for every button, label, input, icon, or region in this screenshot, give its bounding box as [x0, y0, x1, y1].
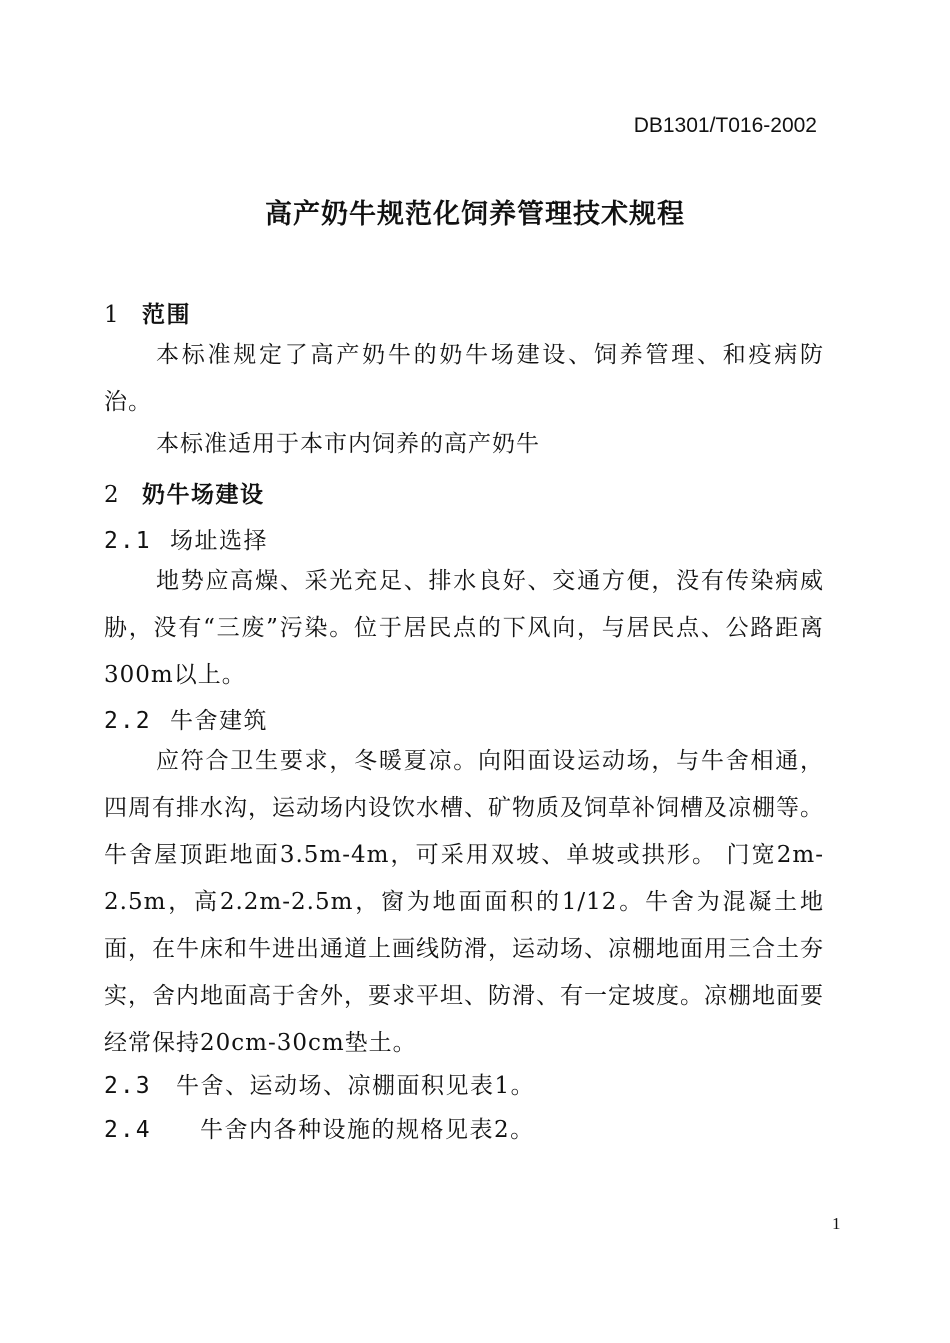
section-2-heading	[104, 476, 265, 509]
section-number: 1	[104, 302, 121, 328]
paragraph: 地势应高燥、采光充足、排水良好、交通方便，没有传染病威胁，没有“三废”污染。位于居民点的下风向，与居民点、公路距离300m以上。	[104, 568, 824, 688]
subsection-text: 牛舍内各种设施的规格见表2。	[200, 1117, 535, 1143]
page-number: 1	[832, 1214, 841, 1233]
section-number: 2	[104, 482, 121, 508]
subsection-number: 2.1	[104, 528, 152, 554]
paragraph: 本标准规定了高产奶牛的奶牛场建设、饲养管理、和疫病防治。	[104, 342, 824, 415]
subsection-number: 2.2	[104, 708, 152, 734]
section-1-heading	[104, 296, 191, 329]
section-title: 范围	[142, 302, 191, 328]
paragraph: 应符合卫生要求，冬暖夏凉。向阳面设运动场，与牛舍相通，四周有排水沟，运动场内设饮水槽、矿物质及饲草补饲槽及凉棚等。牛舍屋顶距地面3.5m-4m，可采用双坡、单坡或拱形。 门宽2m-2.5m，高2.2m-2.5m，窗为地面面积的1/12。牛舍为混凝土地面，在牛床和牛进出通道上画线防滑，运动场、凉棚地面用三合土夯实，舍内地面高于舍外，要求平坦、防滑、有一定坡度。凉棚地面要经常保持20cm-30cm垫土。	[104, 748, 824, 1056]
subsection-title: 场址选择	[170, 528, 268, 554]
subsection-title: 牛舍建筑	[170, 708, 268, 734]
standard-code: DB1301/T016-2002	[633, 114, 817, 137]
paragraph: 本标准适用于本市内饲养的高产奶牛	[156, 431, 540, 457]
document-title: 高产奶牛规范化饲养管理技术规程	[265, 199, 685, 230]
section-title: 奶牛场建设	[142, 482, 265, 508]
subsection-2-1-heading	[104, 522, 268, 555]
subsection-2-2-heading	[104, 702, 268, 735]
subsection-2-3	[104, 1067, 535, 1100]
subsection-2-4	[104, 1111, 535, 1144]
subsection-number: 2.3	[104, 1073, 152, 1099]
subsection-text: 牛舍、运动场、凉棚面积见表1。	[176, 1073, 536, 1099]
subsection-number: 2.4	[104, 1117, 152, 1143]
